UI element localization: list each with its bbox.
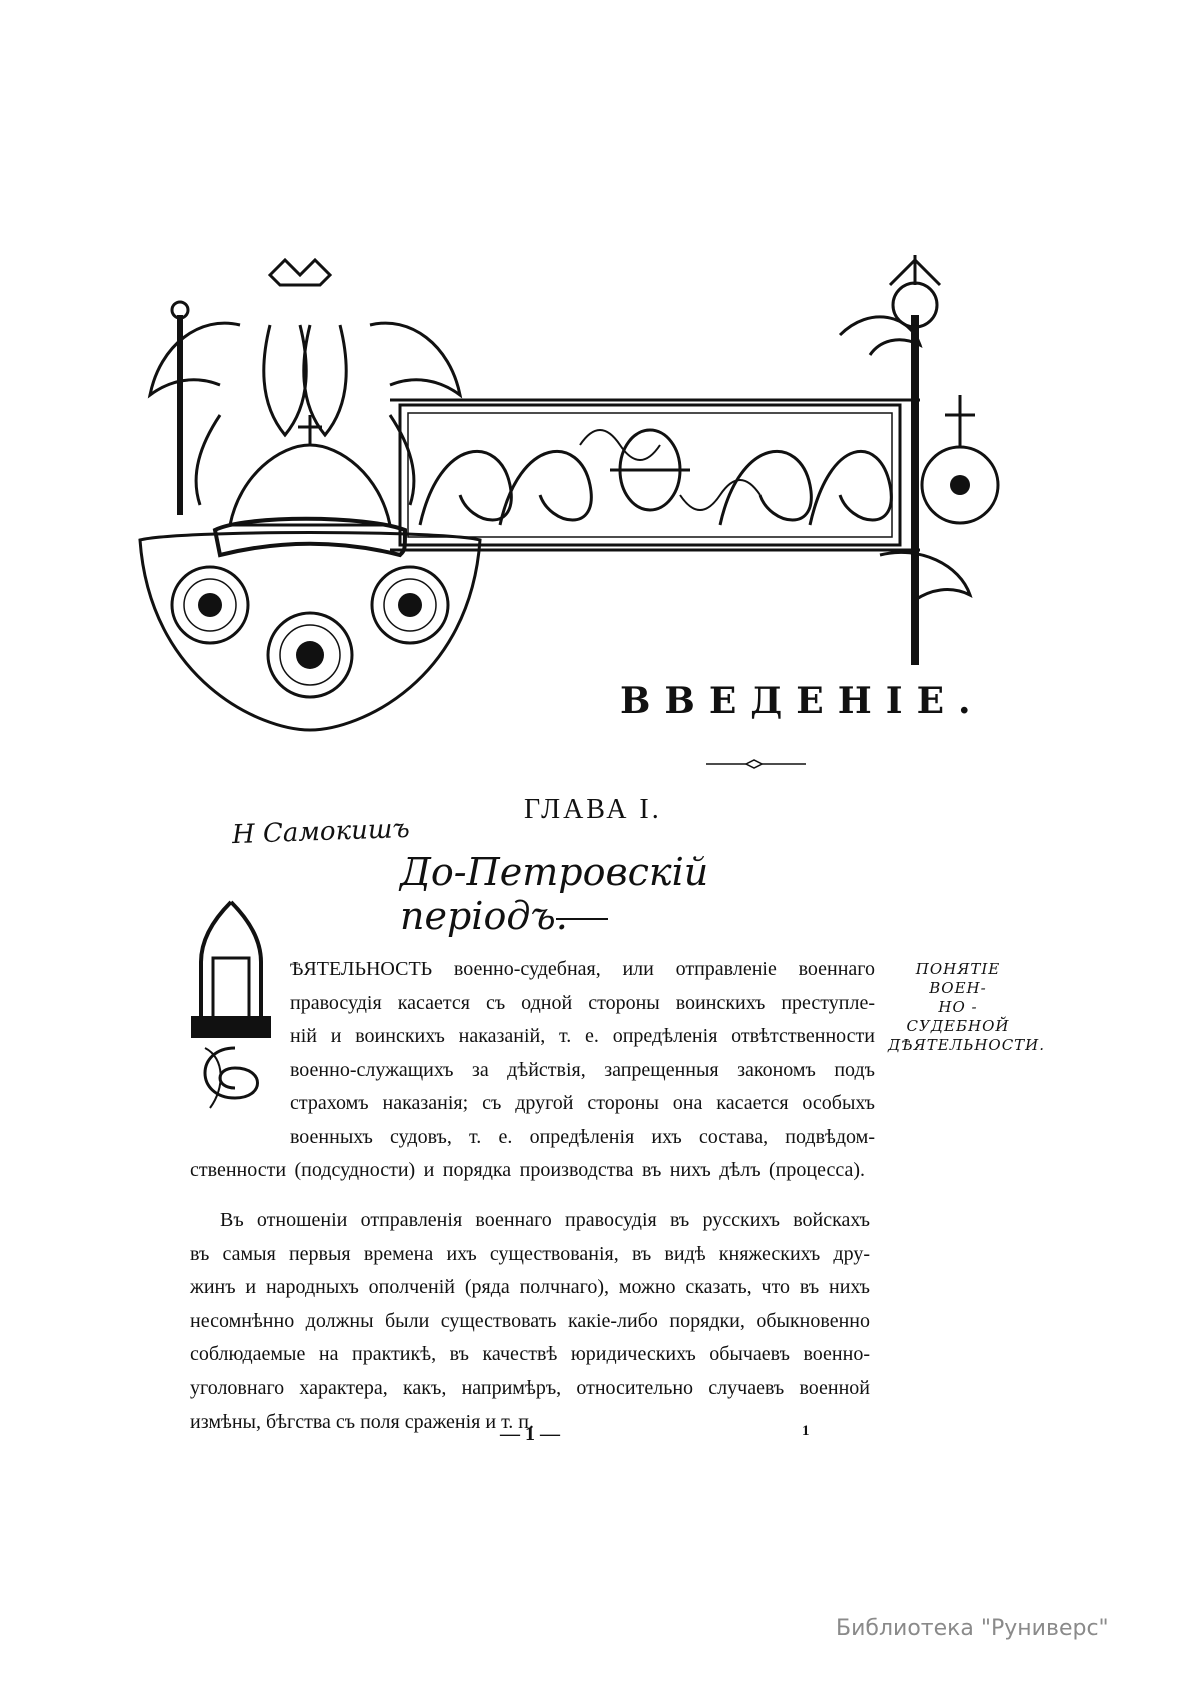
margin-note-line: ПОНЯТІЕ ВОЕН- <box>915 960 1001 997</box>
ornamental-header-illustration <box>120 255 1080 815</box>
paragraph-1-last-line <box>190 1154 865 1188</box>
library-watermark: Библиотека "Руниверс" <box>836 1616 1109 1641</box>
text-line: правосудія касается съ одной стороны воинскихъ преступле- <box>290 991 875 1014</box>
text-line: военныхъ судовъ, т. е. опредѣленія ихъ состава, подвѣдом- <box>290 1125 875 1148</box>
text-line: въ самыя первыя времена ихъ существованія, въ видѣ княжескихъ дру- <box>190 1242 870 1265</box>
chapter-heading: ГЛАВА I. <box>524 794 662 825</box>
text-line: страхомъ наказанія; съ другой стороны она касается особыхъ <box>290 1092 875 1115</box>
text-line: соблюдаемые на практикѣ, въ качествѣ юридическихъ обычаевъ военно- <box>190 1343 870 1366</box>
artist-signature: Н Самокишъ <box>231 813 411 851</box>
page-number: — 1 — <box>500 1423 560 1445</box>
text-line: несомнѣнно должны были существовать какіе-либо порядки, обыкновенно <box>190 1309 870 1332</box>
paragraph-2 <box>190 1204 870 1439</box>
paragraph-1 <box>290 953 875 1155</box>
text-line: военно-служащихъ за дѣйствія, запрещенныя закономъ подъ <box>290 1058 875 1081</box>
ornamental-drop-cap <box>185 898 277 1118</box>
text-line: жинъ и народныхъ ополченій (ряда полчнаго), можно сказать, что въ нихъ <box>190 1276 870 1299</box>
text-line: уголовнаго характера, какъ, напримѣръ, относительно случаевъ военной <box>190 1376 870 1399</box>
divider-rule <box>556 918 608 920</box>
text-line: Въ отношеніи отправленія военнаго правосудія въ русскихъ войскахъ <box>220 1209 870 1231</box>
text-line: ній и воинскихъ наказаній, т. е. опредѣленія отвѣтственности <box>290 1025 875 1048</box>
ornamental-divider <box>706 758 806 770</box>
text-line: ѢЯТЕЛЬНОСТЬ военно-судебная, или отправленіе военнаго <box>290 958 875 980</box>
margin-note-line: НО - СУДЕБНОЙ <box>906 998 1010 1035</box>
introduction-title: ВВЕДЕНІЕ. <box>620 680 985 722</box>
text-line: ственности (подсудности) и порядка производства въ нихъ дѣлъ (процесса). <box>190 1159 865 1181</box>
text-line: измѣны, бѣгства съ поля сраженія и т. п. <box>190 1410 535 1433</box>
signature-mark: 1 <box>802 1423 810 1439</box>
margin-note-line: ДѢЯТЕЛЬНОСТИ. <box>888 1036 1046 1054</box>
chapter-subtitle: До-Петровскій періодъ. <box>400 850 709 938</box>
margin-note <box>888 960 1046 1055</box>
